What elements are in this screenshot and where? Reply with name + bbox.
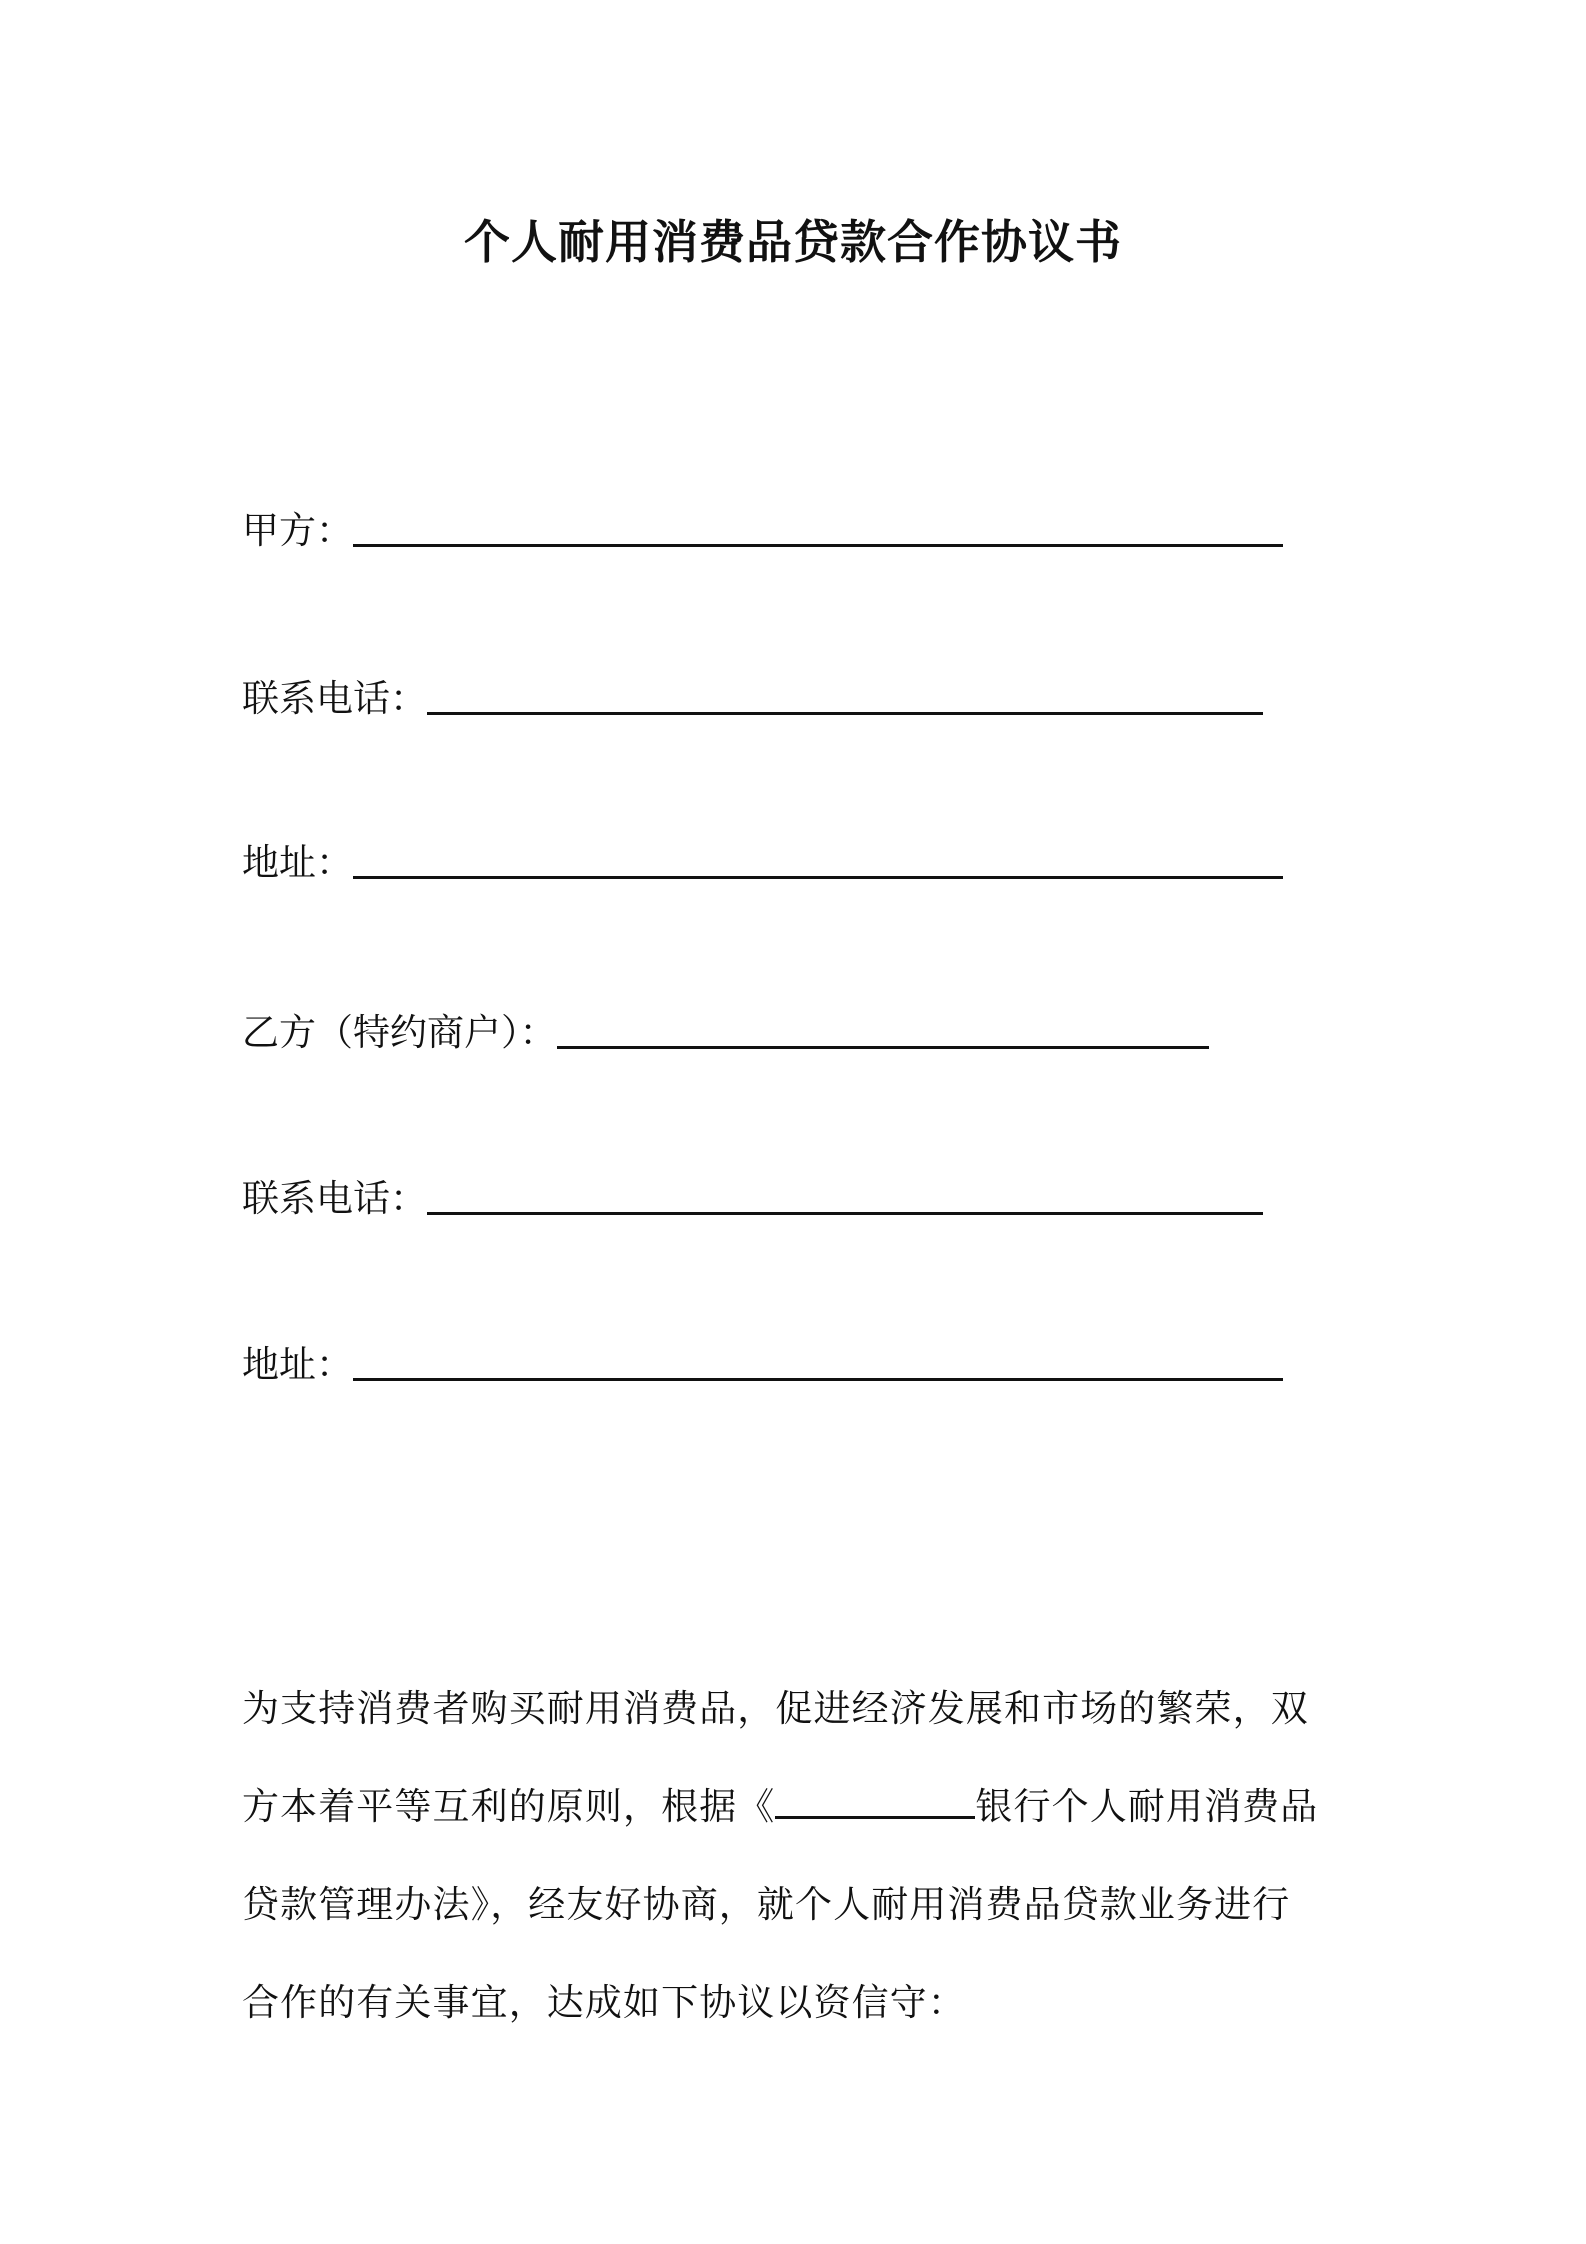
party-b-phone-blank [427,1210,1263,1215]
document-title: 个人耐用消费品贷款合作协议书 [464,215,1122,269]
party-b-blank [557,1044,1209,1049]
intro-line-2-before: 方本着平等互利的原则，根据《 [242,1785,776,1828]
party-a-address-blank [353,874,1283,879]
party-b-label: 乙方（特约商户）： [242,1011,557,1054]
party-b-field [242,1002,1209,1058]
intro-line-2 [242,1758,1362,1856]
intro-line-3: 贷款管理办法》，经友好协商，就个人耐用消费品贷款业务进行 [242,1883,1291,1926]
party-b-phone-label: 联系电话： [242,1177,427,1220]
party-a-address-label: 地址： [242,841,353,884]
party-b-address-label: 地址： [242,1343,353,1386]
party-a-phone-field [242,668,1263,724]
intro-line-2-after: 银行个人耐用消费品 [975,1785,1319,1828]
party-a-address-field [242,832,1283,888]
party-b-address-field [242,1334,1283,1390]
bank-name-blank [775,1786,975,1819]
intro-line-4: 合作的有关事宜，达成如下协议以资信守： [242,1981,966,2024]
party-a-phone-blank [427,710,1263,715]
party-a-label: 甲方： [242,509,353,552]
intro-paragraph [242,1660,1362,2052]
party-a-field [242,500,1283,556]
intro-line-1: 为支持消费者购买耐用消费品，促进经济发展和市场的繁荣，双 [242,1687,1309,1730]
party-b-phone-field [242,1168,1263,1224]
party-b-address-blank [353,1376,1283,1381]
party-a-blank [353,542,1283,547]
party-a-phone-label: 联系电话： [242,677,427,720]
